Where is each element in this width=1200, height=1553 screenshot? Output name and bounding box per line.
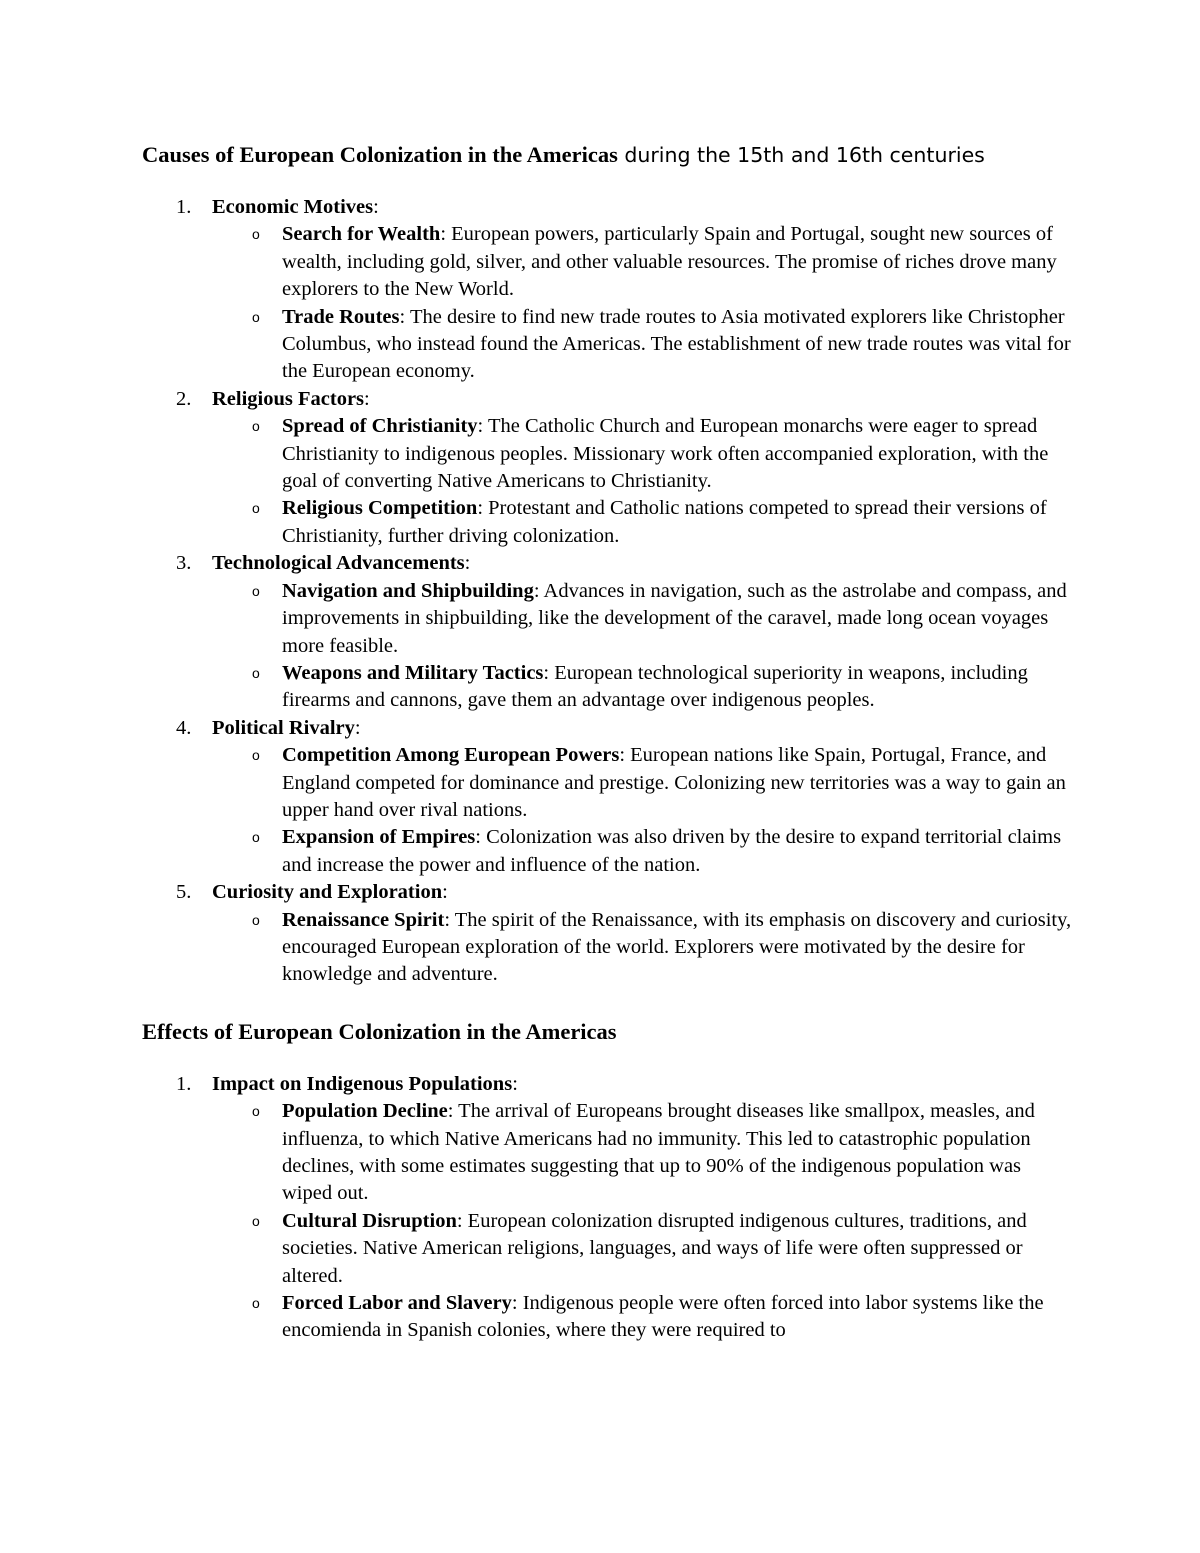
bullet-icon: o	[252, 1103, 260, 1120]
sublist-item-text: : The arrival of Europeans brought diseases like smallpox, measles, and influenza, to which Native Americans had no immunity. This led to catastrophic population declines, with some estimates suggesting that up to 90% of the indigenous population was wiped out.	[282, 1100, 1035, 1205]
sublist	[212, 1098, 1072, 1345]
causes-heading	[142, 140, 1072, 170]
list-item-suffix: :	[364, 387, 370, 410]
sublist-item-title: Religious Competition	[282, 497, 478, 520]
bullet-icon: o	[252, 500, 260, 517]
list-item-suffix: :	[442, 881, 448, 904]
sublist	[212, 578, 1072, 715]
list-item	[142, 194, 1072, 386]
sublist-item	[212, 221, 1072, 303]
list-number: 3.	[176, 552, 192, 575]
list-item-title: Economic Motives	[212, 196, 374, 218]
sublist-item-text: : European nations like Spain, Portugal, France, and England competed for dominance and prestige. Colonizing new territories was a way to gain an upper hand over rival nations.	[282, 744, 1066, 821]
list-item	[142, 386, 1072, 550]
bullet-icon: o	[252, 1295, 260, 1312]
sublist-item	[212, 413, 1072, 495]
bullet-icon: o	[252, 911, 260, 928]
sublist-item-text: : European powers, particularly Spain and Portugal, sought new sources of wealth, including gold, silver, and other valuable resources. The promise of riches drove many explorers to the New World.	[282, 223, 1057, 301]
sublist-item-title: Navigation and Shipbuilding	[282, 579, 534, 602]
list-item-title: Impact on Indigenous Populations	[212, 1072, 513, 1095]
sublist-item	[212, 304, 1072, 386]
list-item	[142, 550, 1072, 714]
list-item-title: Curiosity and Exploration	[212, 881, 443, 904]
list-number: 1.	[176, 1072, 192, 1095]
sublist-item-title: Population Decline	[282, 1100, 448, 1123]
bullet-icon: o	[252, 308, 260, 325]
bullet-icon: o	[252, 829, 260, 846]
bullet-icon: o	[252, 1212, 260, 1229]
list-item-suffix: :	[373, 196, 379, 218]
list-item-title: Political Rivalry	[212, 716, 355, 739]
list-item-title: Technological Advancements	[212, 552, 465, 575]
sublist-item	[212, 660, 1072, 715]
list-item-suffix: :	[464, 552, 471, 575]
list-number: 2.	[176, 387, 192, 410]
document-page	[142, 140, 1072, 1345]
sublist-item-title: Cultural Disruption	[282, 1209, 457, 1232]
bullet-icon: o	[252, 582, 260, 599]
list-item-suffix: :	[512, 1072, 518, 1095]
sublist-item-text: : European colonization disrupted indigenous cultures, traditions, and societies. Native American religions, languages, and ways of life were often suppressed or altered.	[282, 1209, 1027, 1287]
sublist-item-text: : The spirit of the Renaissance, with its emphasis on discovery and curiosity, encouraged European exploration of the world. Explorers were motivated by the desire for knowledge and adventure.	[282, 908, 1072, 986]
causes-heading-bold: Causes of European Colonization in the Americas	[142, 142, 618, 167]
bullet-icon: o	[252, 664, 260, 681]
sublist-item-text: : Advances in navigation, such as the astrolabe and compass, and improvements in shipbuilding, like the development of the caravel, made long ocean voyages more feasible.	[282, 579, 1067, 657]
bullet-icon: o	[252, 418, 260, 435]
sublist-item-text: : Protestant and Catholic nations competed to spread their versions of Christianity, further driving colonization.	[282, 497, 1047, 547]
causes-heading-rest: during the 15th and 16th centuries	[617, 143, 985, 167]
list-item	[142, 879, 1072, 989]
sublist	[212, 413, 1072, 550]
sublist-item-title: Trade Routes	[282, 305, 400, 328]
list-number: 5.	[176, 881, 192, 904]
sublist-item	[212, 824, 1072, 879]
sublist-item-title: Weapons and Military Tactics	[282, 661, 544, 684]
list-item	[142, 715, 1072, 879]
sublist-item	[212, 1290, 1072, 1345]
causes-list	[142, 194, 1072, 989]
list-item	[142, 1071, 1072, 1345]
sublist-item-text: : The desire to find new trade routes to Asia motivated explorers like Christopher Columbus, who instead found the Americas. The establishment of new trade routes was vital for the European economy.	[282, 305, 1071, 383]
list-number: 1.	[176, 196, 192, 218]
sublist	[212, 742, 1072, 879]
sublist-item-title: Search for Wealth	[282, 223, 441, 246]
sublist-item-text: : Indigenous people were often forced into labor systems like the encomienda in Spanish colonies, where they were required to	[282, 1292, 1044, 1342]
bullet-icon: o	[252, 747, 260, 764]
sublist-item-title: Spread of Christianity	[282, 415, 478, 438]
sublist-item-title: Expansion of Empires	[282, 826, 476, 849]
sublist-item	[212, 907, 1072, 989]
sublist-item	[212, 742, 1072, 824]
list-item-title: Religious Factors	[212, 387, 365, 410]
sublist	[212, 907, 1072, 989]
sublist	[212, 221, 1072, 385]
sublist-item	[212, 1208, 1072, 1290]
effects-heading: Effects of European Colonization in the Americas	[142, 1018, 617, 1044]
bullet-icon: o	[252, 226, 260, 243]
list-number: 4.	[176, 716, 192, 739]
sublist-item	[212, 1098, 1072, 1208]
effects-list	[142, 1071, 1072, 1345]
sublist-item	[212, 578, 1072, 660]
sublist-item	[212, 495, 1072, 550]
sublist-item-title: Forced Labor and Slavery	[282, 1292, 512, 1315]
sublist-item-text: : European technological superiority in weapons, including firearms and cannons, gave them an advantage over indigenous peoples.	[282, 661, 1028, 712]
sublist-item-text: : Colonization was also driven by the desire to expand territorial claims and increase the power and influence of the nation.	[282, 826, 1062, 876]
sublist-item-title: Competition Among European Powers	[282, 744, 620, 767]
sublist-item-title: Renaissance Spirit	[282, 908, 445, 931]
list-item-suffix: :	[354, 716, 361, 739]
sublist-item-text: : The Catholic Church and European monarchs were eager to spread Christianity to indigenous peoples. Missionary work often accompanied exploration, with the goal of converting Native Americans to Christianity.	[282, 415, 1049, 493]
